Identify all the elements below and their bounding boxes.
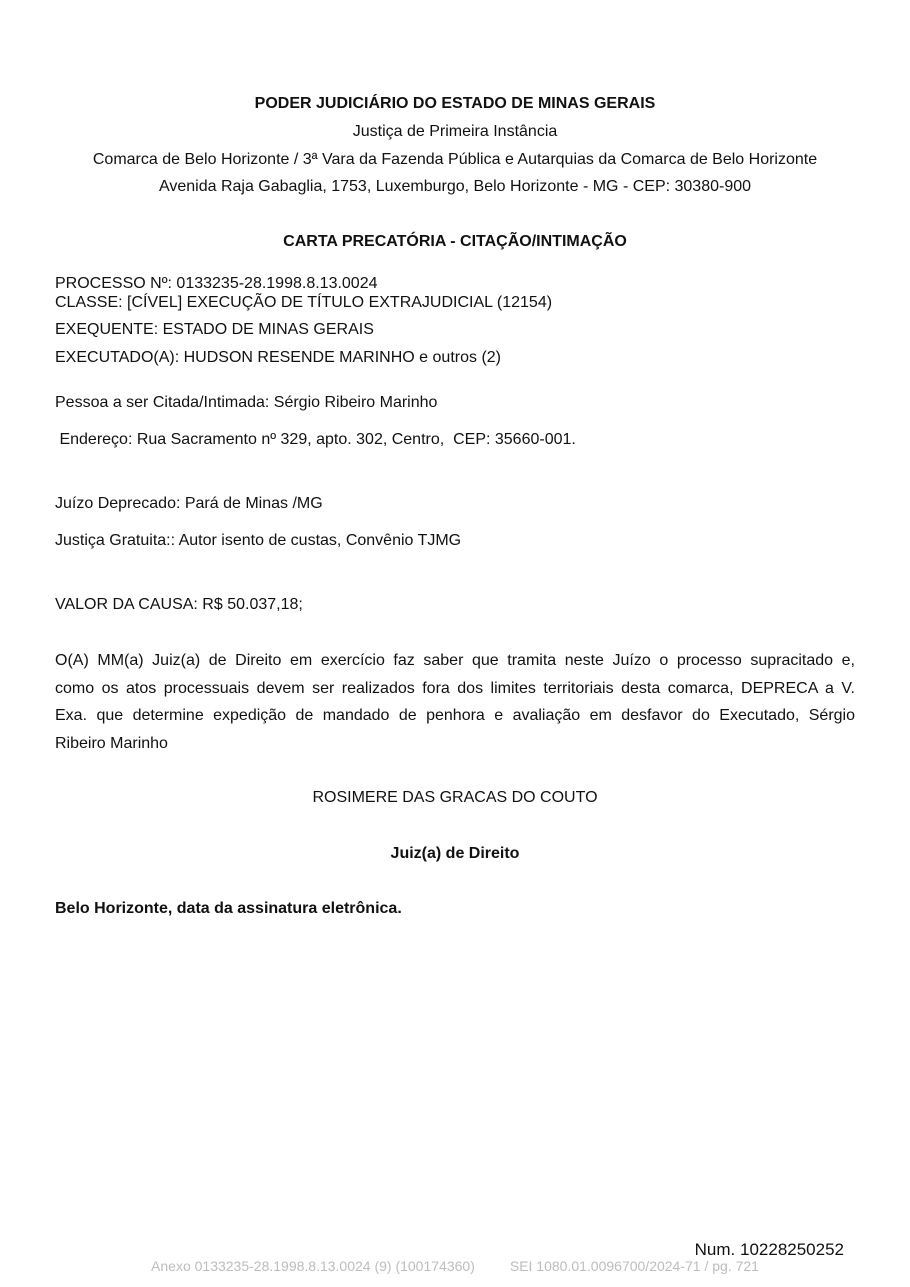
justica-gratuita-line: Justiça Gratuita:: Autor isento de custas, Convênio TJMG — [55, 532, 462, 549]
exequente-line: EXEQUENTE: ESTADO DE MINAS GERAIS — [55, 321, 374, 338]
signer-name: ROSIMERE DAS GRACAS DO COUTO — [312, 789, 598, 806]
place-date: Belo Horizonte, data da assinatura eletrônica. — [55, 900, 402, 917]
processo-line: PROCESSO Nº: 0133235-28.1998.8.13.0024 — [55, 275, 378, 292]
body-line: Ribeiro Marinho — [55, 734, 168, 752]
pessoa-line: Pessoa a ser Citada/Intimada: Sérgio Ribeiro Marinho — [55, 394, 438, 411]
document-number: Num. 10228250252 — [694, 1240, 844, 1259]
executado-line: EXECUTADO(A): HUDSON RESENDE MARINHO e outros (2) — [55, 349, 501, 366]
comarca-line: Comarca de Belo Horizonte / 3ª Vara da Fazenda Pública e Autarquias da Comarca de Belo Horizonte — [92, 151, 818, 168]
body-line: O(A) MM(a) Juiz(a) de Direito em exercício faz saber que tramita neste Juízo o processo supracitado e, — [55, 652, 855, 669]
endereco-line: Endereço: Rua Sacramento nº 329, apto. 302, Centro, CEP: 35660-001. — [55, 431, 576, 448]
document-title: CARTA PRECATÓRIA - CITAÇÃO/INTIMAÇÃO — [283, 233, 627, 250]
classe-line: CLASSE: [CÍVEL] EXECUÇÃO DE TÍTULO EXTRAJUDICIAL (12154) — [55, 294, 553, 311]
body-paragraph — [55, 647, 855, 757]
annex-watermark: Anexo 0133235-28.1998.8.13.0024 (9) (100174360) SEI 1080.01.0096700/2024-71 / pg. 721 — [151, 1258, 759, 1274]
address-line: Avenida Raja Gabaglia, 1753, Luxemburgo, Belo Horizonte - MG - CEP: 30380-900 — [158, 178, 752, 195]
signer-role: Juiz(a) de Direito — [390, 845, 520, 862]
valor-causa-line: VALOR DA CAUSA: R$ 50.037,18; — [55, 596, 303, 613]
juizo-deprecado-line: Juízo Deprecado: Pará de Minas /MG — [55, 495, 323, 512]
body-line: como os atos processuais devem ser realizados fora dos limites territoriais desta comarca, DEPRECA a V. — [55, 679, 855, 697]
body-line: Exa. que determine expedição de mandado de penhora e avaliação em desfavor do Executado, Sérgio — [55, 707, 855, 724]
instance-line: Justiça de Primeira Instância — [352, 123, 558, 140]
court-heading: PODER JUDICIÁRIO DO ESTADO DE MINAS GERAIS — [254, 95, 656, 112]
